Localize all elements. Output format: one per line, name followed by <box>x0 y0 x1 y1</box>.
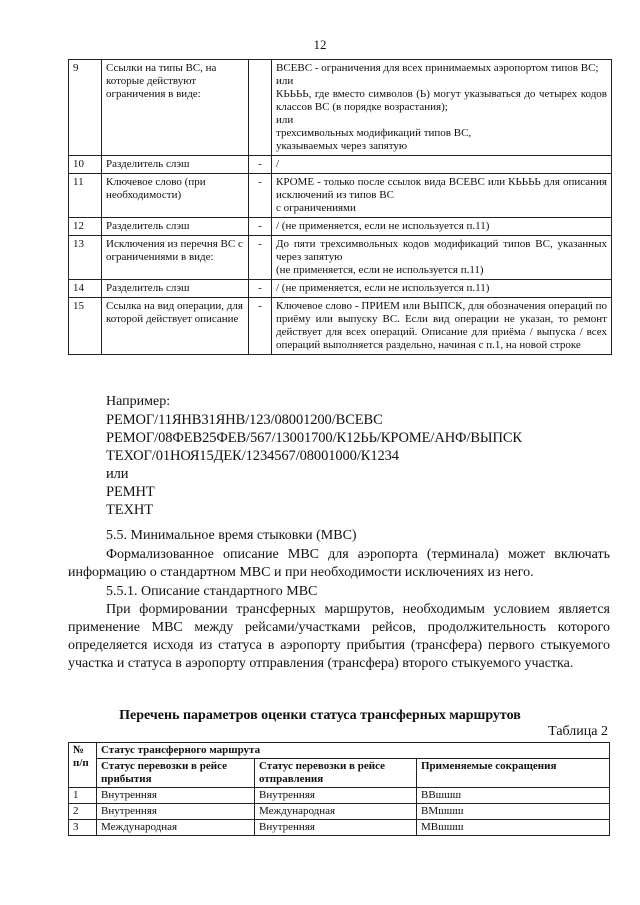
table2-cell-num: 2 <box>69 804 97 820</box>
table-row <box>69 804 610 820</box>
parameter-name: Разделитель слэш <box>102 218 249 236</box>
table-row <box>69 60 612 156</box>
parameter-description <box>272 280 612 298</box>
row-number: 9 <box>69 60 102 156</box>
parameter-name: Ключевое слово (при необходимости) <box>102 174 249 218</box>
section-5-5-1-paragraph: При формировании трансферных маршрутов, необходимым условием является применение МВС между рейсами/участками рейсов, продолжительность которого определяется исходя из статуса в аэропорту прибытия (трансфера) первого стыкуемого участка и статуса в аэропорту отправления (трансфера) второго стыкуемого участка. <box>68 602 610 671</box>
mandatory-mark <box>249 60 272 156</box>
description-line: трехсимвольных модификаций типов ВС, <box>276 127 472 139</box>
mandatory-mark: - <box>249 218 272 236</box>
example-line: РЕМОГ/11ЯНВ31ЯНВ/123/08001200/ВСЕВС <box>106 412 383 428</box>
example-line: ТЕХНТ <box>106 502 154 518</box>
row-number: 14 <box>69 280 102 298</box>
parameter-description <box>272 60 612 156</box>
table2-cell-departure: Международная <box>255 804 417 820</box>
parameter-description <box>272 218 612 236</box>
table2-abbr-header: Применяемые сокращения <box>417 759 610 788</box>
mandatory-mark: - <box>249 280 272 298</box>
description-line: указываемых через запятую <box>276 140 408 152</box>
row-number: 12 <box>69 218 102 236</box>
table-row <box>69 174 612 218</box>
table2-title: Перечень параметров оценки статуса трансферных маршрутов <box>119 708 521 723</box>
table-row <box>69 218 612 236</box>
aircraft-restrictions-table <box>68 59 612 355</box>
description-line: / (не применяется, если не используется п.11) <box>276 282 490 294</box>
mandatory-mark: - <box>249 298 272 355</box>
parameter-name: Разделитель слэш <box>102 156 249 174</box>
table2-cell-departure: Внутренняя <box>255 820 417 836</box>
description-line: (не применяется, если не используется п.11) <box>276 264 484 276</box>
table2-cell-abbr: ВВшшш <box>417 788 610 804</box>
table2-departure-header: Статус перевозки в рейсе отправления <box>255 759 417 788</box>
description-line: До пяти трехсимвольных кодов модификаций типов ВС, указанных через запятую <box>276 238 607 263</box>
parameter-name: Ссылки на типы ВС, на которые действуют ограничения в виде: <box>102 60 249 156</box>
mandatory-mark: - <box>249 156 272 174</box>
parameter-description <box>272 236 612 280</box>
table-row <box>69 298 612 355</box>
parameter-name: Ссылка на вид операции, для которой действует описание <box>102 298 249 355</box>
row-number: 15 <box>69 298 102 355</box>
table2-cell-departure: Внутренняя <box>255 788 417 804</box>
description-line: ВСЕВС - ограничения для всех принимаемых аэропортом типов ВС; <box>276 62 599 74</box>
parameter-description <box>272 298 612 355</box>
parameter-name: Разделитель слэш <box>102 280 249 298</box>
section-5-5-paragraph: Формализованное описание МВС для аэропорта (терминала) может включать информацию о стандартном МВС и при необходимости исключениях из него. <box>68 547 610 580</box>
table2-cell-arrival: Международная <box>97 820 255 836</box>
row-number: 11 <box>69 174 102 218</box>
table2-cell-arrival: Внутренняя <box>97 804 255 820</box>
examples-heading: Например: <box>106 394 171 409</box>
table2-cell-num: 1 <box>69 788 97 804</box>
description-line: с ограничениями <box>276 202 356 214</box>
table2-arrival-header: Статус перевозки в рейсе прибытия <box>97 759 255 788</box>
row-number: 10 <box>69 156 102 174</box>
table2-cell-num: 3 <box>69 820 97 836</box>
example-line: РЕМНТ <box>106 484 155 500</box>
page-number: 12 <box>313 37 327 52</box>
section-5-5-heading: 5.5. Минимальное время стыковки (МВС) <box>106 528 357 543</box>
description-line: / <box>276 158 280 170</box>
transfer-status-table <box>68 742 610 836</box>
description-line: или <box>276 75 294 87</box>
examples-block <box>106 393 522 519</box>
section-5-5-1-heading: 5.5.1. Описание стандартного МВС <box>106 584 318 599</box>
example-line: РЕМОГ/08ФЕВ25ФЕВ/567/13001700/К12ЬЬ/КРОМЕ/АНФ/ВЫПСК <box>106 430 522 446</box>
mandatory-mark: - <box>249 236 272 280</box>
description-line: КЬЬЬЬ, где вместо символов (Ь) могут указываться до четырех кодов классов ВС (в порядке возрастания); <box>276 88 607 113</box>
description-line: КРОМЕ - только после ссылок вида ВСЕВС или КЬЬЬЬ для описания исключений из типов ВС <box>276 176 607 201</box>
table2-header-row-1 <box>69 743 610 759</box>
table2-num-header: № п/п <box>69 743 97 788</box>
description-line: или <box>276 114 294 126</box>
table-row <box>69 280 612 298</box>
parameter-description <box>272 156 612 174</box>
row-number: 13 <box>69 236 102 280</box>
table2-group-header: Статус трансферного маршрута <box>97 743 610 759</box>
table2-cell-abbr: ВМшшш <box>417 804 610 820</box>
example-line: или <box>106 466 129 482</box>
examples-list <box>106 411 522 519</box>
description-line: / (не применяется, если не используется п.11) <box>276 220 490 232</box>
example-line: ТЕХОГ/01НОЯ15ДЕК/1234567/08001000/К1234 <box>106 448 399 464</box>
table2-caption: Таблица 2 <box>548 724 608 739</box>
description-line: Ключевое слово - ПРИЕМ или ВЫПСК, для обозначения операций по приёму или выпуску ВС. Если вид операции не указан, то ремонт действует для всех операций. Описание для приёма / выпуска / всех операций выполняется раздельно, начиная с п.1, на новой строке <box>276 300 607 351</box>
parameter-description <box>272 174 612 218</box>
parameter-name: Исключения из перечня ВС с ограничениями в виде: <box>102 236 249 280</box>
mandatory-mark: - <box>249 174 272 218</box>
table2-header-row-2 <box>69 759 610 788</box>
table-row <box>69 156 612 174</box>
table-row <box>69 820 610 836</box>
table2-cell-abbr: МВшшш <box>417 820 610 836</box>
table-row <box>69 788 610 804</box>
table2-cell-arrival: Внутренняя <box>97 788 255 804</box>
table-row <box>69 236 612 280</box>
